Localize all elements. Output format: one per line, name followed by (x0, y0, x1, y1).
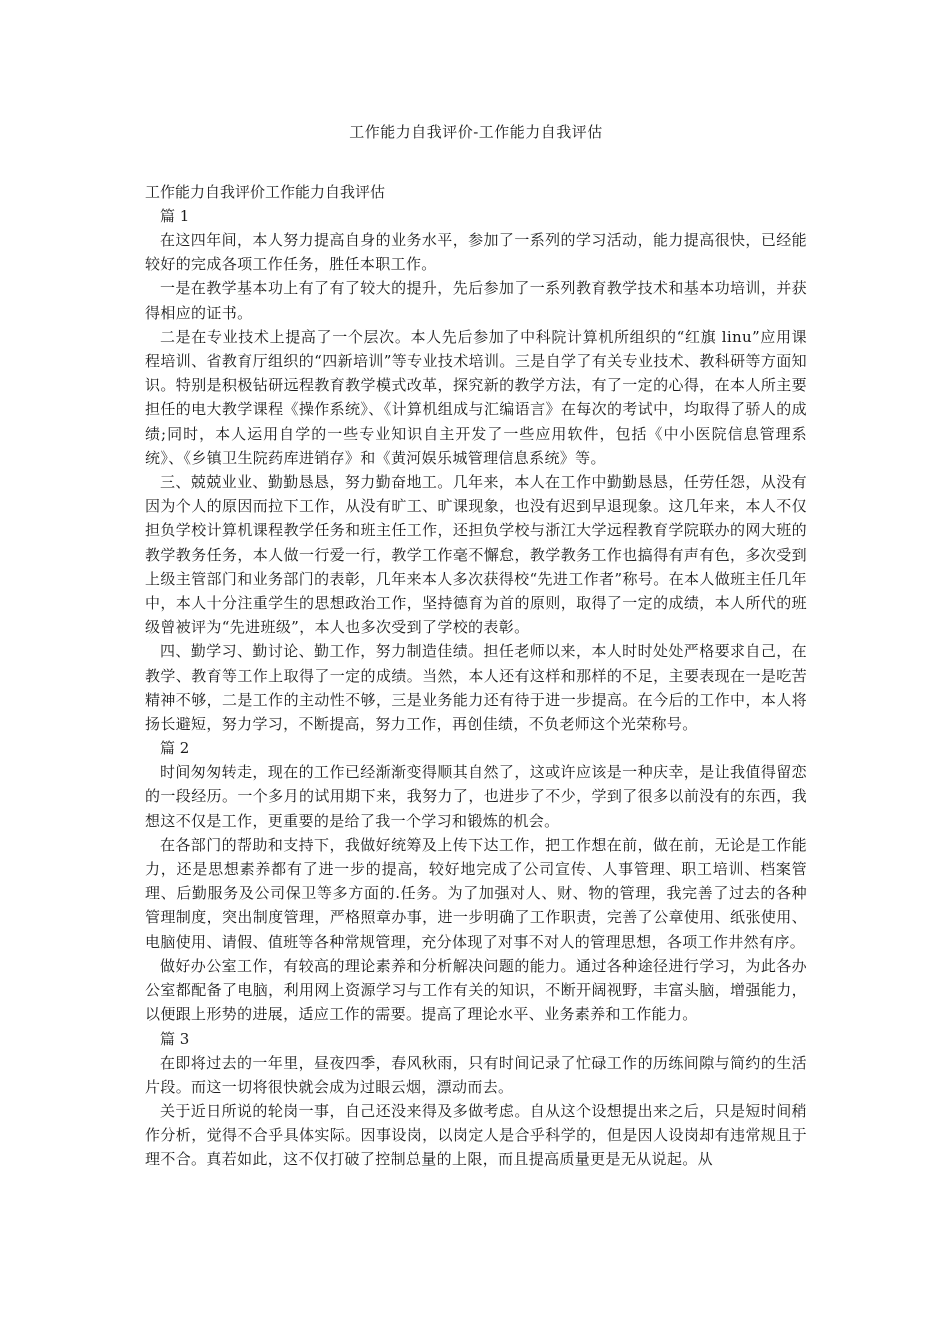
paragraph: 三、兢兢业业、勤勤恳恳，努力勤奋地工。几年来，本人在工作中勤勤恳恳，任劳任怨，从没有因为个人的原因而拉下工作，从没有旷工、旷课现象，也没有迟到早退现象。这几年来，本人不仅担负学校计算机课程教学任务和班主任工作，还担负学校与浙江大学远程教育学院联办的网大班的教学教务任务，本人做一行爱一行，教学工作毫不懈怠，教学教务工作也搞得有声有色，多次受到上级主管部门和业务部门的表彰，几年来本人多次获得校“先进工作者”称号。在本人做班主任几年中，本人十分注重学生的思想政治工作，坚持德育为首的原则，取得了一定的成绩，本人所代的班级曾被评为“先进班级”，本人也多次受到了学校的表彰。 (145, 473, 807, 637)
paragraph: 在即将过去的一年里，昼夜四季，春风秋雨，只有时间记录了忙碌工作的历练间隙与简约的生活片段。而这一切将很快就会成为过眼云烟，漂动而去。 (145, 1053, 807, 1096)
section-3 (145, 1027, 807, 1172)
section-label: 篇 3 (160, 1029, 190, 1048)
paragraph: 做好办公室工作，有较高的理论素养和分析解决问题的能力。通过各种途径进行学习，为此各办公室都配备了电脑，利用网上资源学习与工作有关的知识，不断开阔视野，丰富头脑，增强能力，以便跟上形势的进展，适应工作的需要。提高了理论水平、业务素养和工作能力。 (145, 956, 807, 1024)
document-page (145, 120, 807, 1172)
paragraph: 在这四年间，本人努力提高自身的业务水平，参加了一系列的学习活动，能力提高很快，已经能较好的完成各项工作任务，胜任本职工作。 (145, 231, 807, 274)
paragraph: 关于近日所说的轮岗一事，自己还没来得及多做考虑。自从这个设想提出来之后，只是短时间稍作分析，觉得不合乎具体实际。因事设岗，以岗定人是合乎科学的，但是因人设岗却有违常规且于理不合。真若如此，这不仅打破了控制总量的上限，而且提高质量更是无从说起。从 (145, 1101, 807, 1169)
paragraph: 在各部门的帮助和支持下，我做好统筹及上传下达工作，把工作想在前，做在前，无论是工作能力，还是思想素养都有了进一步的提高，较好地完成了公司宣传、人事管理、职工培训、档案管理、后勤服务及公司保卫等多方面的.任务。为了加强对人、财、物的管理，我完善了过去的各种管理制度，突出制度管理，严格照章办事，进一步明确了工作职责，完善了公章使用、纸张使用、电脑使用、请假、值班等各种常规管理，充分体现了对事不对人的管理思想，各项工作井然有序。 (145, 835, 807, 951)
section-1 (145, 204, 807, 736)
paragraph: 时间匆匆转走，现在的工作已经渐渐变得顺其自然了，这或许应该是一种庆幸，是让我值得留恋的一段经历。一个多月的试用期下来，我努力了，也进步了不少，学到了很多以前没有的东西，我想这不仅是工作，更重要的是给了我一个学习和锻炼的机会。 (145, 763, 807, 830)
section-label: 篇 2 (160, 739, 190, 758)
section-2 (145, 736, 807, 1026)
paragraph: 一是在教学基本功上有了有了较大的提升，先后参加了一系列教育教学技术和基本功培训，并获得相应的证书。 (145, 279, 807, 322)
document-title: 工作能力自我评价-工作能力自我评估 (349, 123, 603, 141)
section-label: 篇 1 (160, 207, 190, 225)
paragraph: 四、勤学习、勤讨论、勤工作，努力制造佳绩。担任老师以来，本人时时处处严格要求自己，在教学、教育等工作上取得了一定的成绩。当然，本人还有这样和那样的不足，主要表现在一是吃苦精神不够，二是工作的主动性不够，三是业务能力还有待于进一步提高。在今后的工作中，本人将扬长避短，努力学习，不断提高，努力工作，再创佳绩，不负老师这个光荣称号。 (145, 642, 807, 734)
paragraph: 二是在专业技术上提高了一个层次。本人先后参加了中科院计算机所组织的“红旗 linu”应用课程培训、省教育厅组织的“四新培训”等专业技术培训。三是自学了有关专业技术、教科研等方面知识。特别是积极钻研远程教育教学模式改革，探究新的教学方法，有了一定的心得，在本人所主要担任的电大教学课程《操作系统》、《计算机组成与汇编语言》在每次的考试中，均取得了骄人的成绩;同时，本人运用自学的一些专业知识自主开发了一些应用软件，包括《中小医院信息管理系统》、《乡镇卫生院药库进销存》和《黄河娱乐城管理信息系统》等。 (145, 327, 807, 467)
document-subtitle: 工作能力自我评价工作能力自我评估 (145, 183, 386, 201)
